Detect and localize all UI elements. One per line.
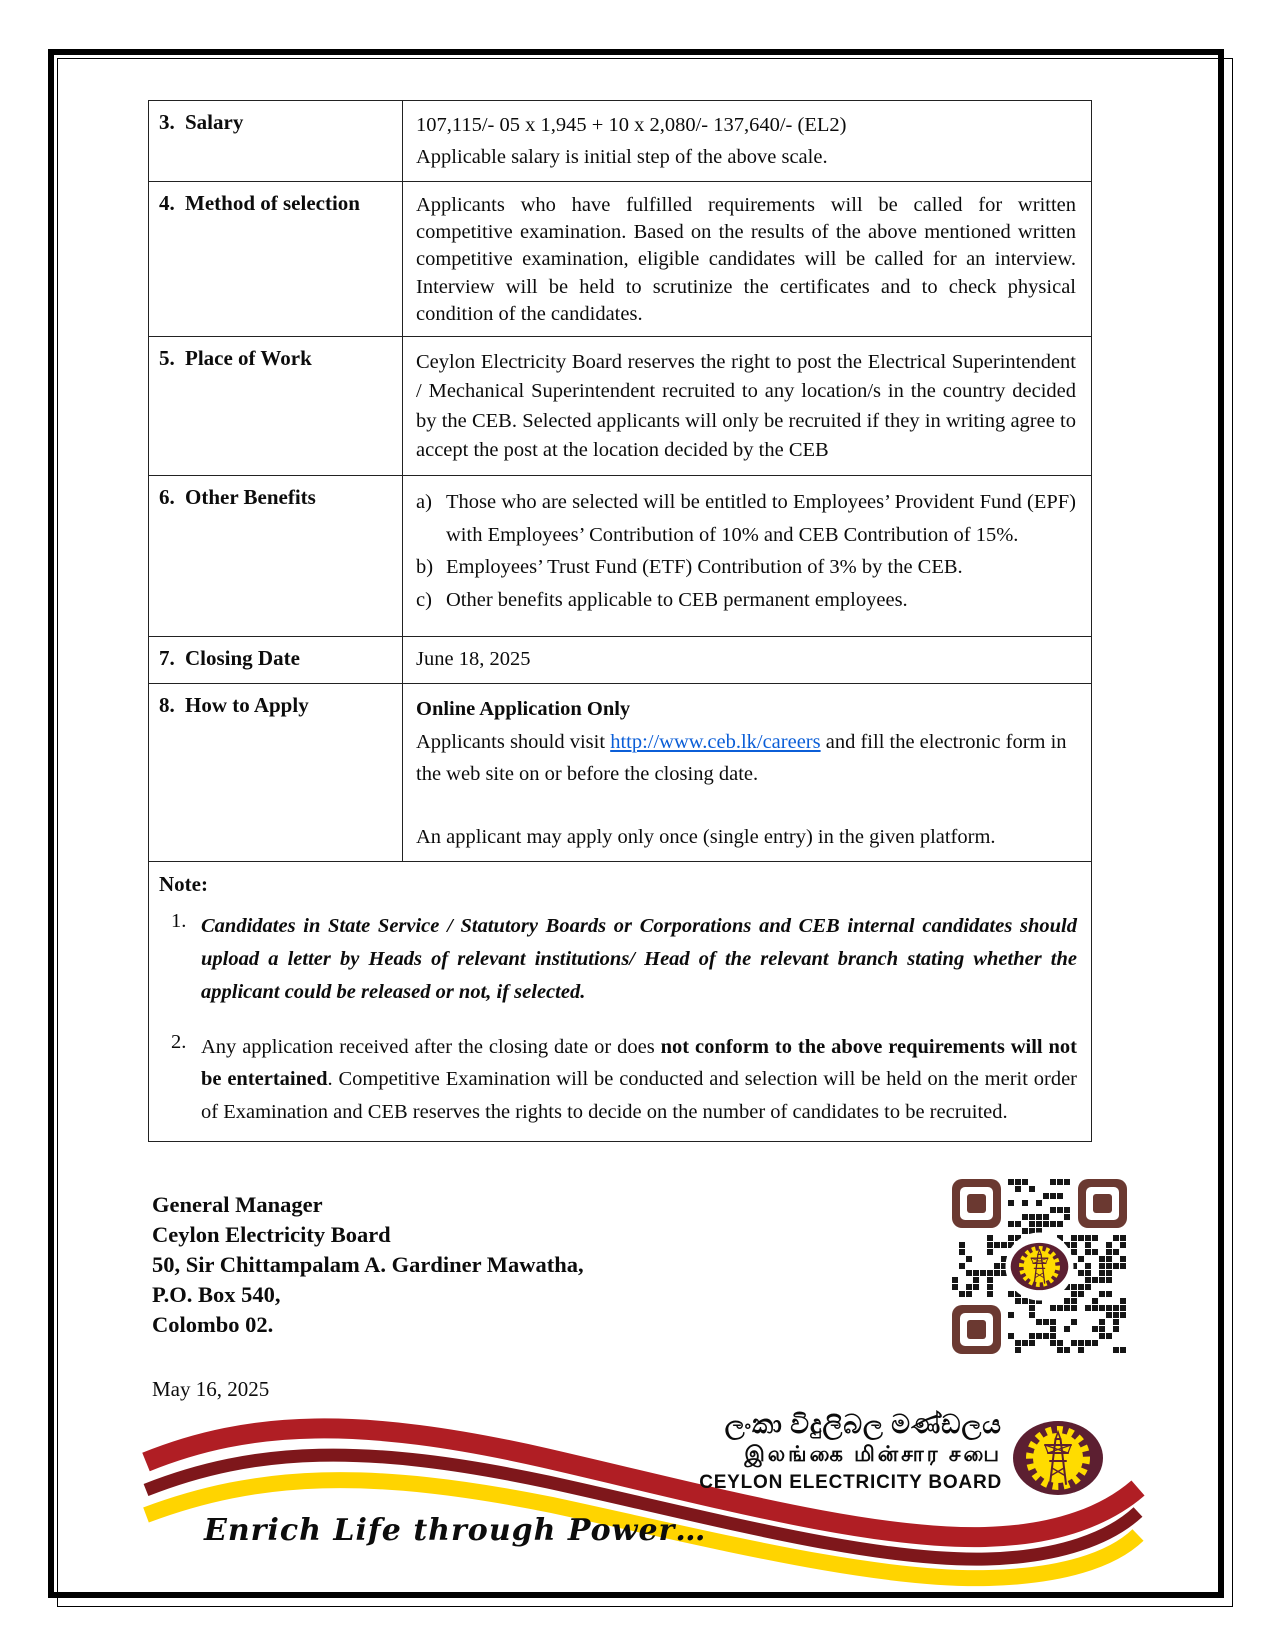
benefit-text: Those who are selected will be entitled to Employees’ Provident Fund (EPF) with Employees’ Contribution of 10% and CEB Contribution of 15%. xyxy=(446,490,1076,546)
details-table xyxy=(148,100,1092,1142)
table-row-salary xyxy=(149,101,1091,182)
table-row-how-to-apply xyxy=(149,684,1091,862)
signatory-pobox: P.O. Box 540, xyxy=(152,1282,281,1307)
note-heading: Note: xyxy=(159,872,208,897)
howto-title: Online Application Only xyxy=(416,697,631,720)
signatory-org: Ceylon Electricity Board xyxy=(152,1222,391,1247)
row-label-cell xyxy=(149,476,403,636)
row-label: Closing Date xyxy=(185,645,300,670)
benefit-marker: c) xyxy=(416,589,432,612)
benefit-item xyxy=(416,551,1076,584)
benefits-value-cell xyxy=(403,476,1091,636)
benefit-item xyxy=(416,584,1076,617)
ceb-name-tamil: இலங்கை மின்சார சபை xyxy=(744,1442,1002,1466)
row-label: Salary xyxy=(185,110,244,134)
salary-scale: 107,115/- 05 x 1,945 + 10 x 2,080/- 137,640/- (EL2) xyxy=(416,114,847,136)
ceb-sun-logo xyxy=(1013,1421,1103,1495)
ceb-name-sinhala: ලංකා විදුලිබල මණ්ඩලය xyxy=(724,1410,1002,1439)
row-label-cell xyxy=(149,637,403,683)
note-item-2 xyxy=(171,1031,1077,1129)
row-label: Place of Work xyxy=(185,345,312,370)
note-section xyxy=(149,862,1091,1141)
qr-finder-bottom-left xyxy=(952,1305,1001,1354)
benefit-marker: b) xyxy=(416,556,434,579)
table-row-other-benefits xyxy=(149,476,1091,637)
note-item-marker: 2. xyxy=(171,1030,187,1053)
row-label: Other Benefits xyxy=(185,484,316,509)
benefit-text: Other benefits applicable to CEB permanent employees. xyxy=(446,589,908,612)
qr-finder-top-left xyxy=(952,1179,1001,1228)
careers-link[interactable]: http://www.ceb.lk/careers xyxy=(610,730,821,753)
method-value-cell: Applicants who have fulfilled requirements will be called for written competitive examination. Based on the results of the above mentioned written competitive examination, eligible candidates will be called for an interview. Interview will be held to scrutinize the certificates and to check physical condition of the candidates. xyxy=(416,193,1076,326)
row-number: 6. xyxy=(159,484,175,509)
closing-date-value-cell: June 18, 2025 xyxy=(416,647,531,670)
row-label-cell xyxy=(149,337,403,475)
benefit-text: Employees’ Trust Fund (ETF) Contribution of 3% by the CEB. xyxy=(446,556,963,579)
signatory-street: 50, Sir Chittampalam A. Gardiner Mawatha, xyxy=(152,1252,584,1277)
document-date: May 16, 2025 xyxy=(152,1377,270,1401)
table-row-place-of-work xyxy=(149,337,1091,476)
note-item-marker: 1. xyxy=(171,910,187,933)
qr-finder-top-right xyxy=(1078,1179,1127,1228)
row-number: 7. xyxy=(159,645,175,670)
row-label: Method of selection xyxy=(185,190,360,215)
qr-code xyxy=(944,1171,1135,1362)
howto-value-cell xyxy=(403,684,1091,861)
row-label: How to Apply xyxy=(185,692,309,717)
signatory-title: General Manager xyxy=(152,1192,323,1217)
note-item-text: Candidates in State Service / Statutory Boards or Corporations and CEB internal candidates should upload a letter by Heads of relevant institutions/ Head of the relevant branch stating whether the applicant could be released or not, if selected. xyxy=(201,915,1077,1004)
benefit-marker: a) xyxy=(416,490,432,513)
ceb-tagline: Enrich Life through Power… xyxy=(204,1513,707,1548)
salary-value-cell xyxy=(403,101,1091,181)
row-label-cell xyxy=(149,182,403,336)
howto-instructions xyxy=(416,726,1076,792)
howto-single-entry: An applicant may apply only once (single entry) in the given platform. xyxy=(416,826,996,849)
row-number: 8. xyxy=(159,692,175,717)
howto-text-before-link: Applicants should visit xyxy=(416,730,611,753)
note-item-1 xyxy=(171,910,1077,1010)
row-number: 4. xyxy=(159,190,175,215)
table-row-method-of-selection xyxy=(149,182,1091,337)
row-label-cell xyxy=(149,684,403,861)
row-number: 3. xyxy=(159,110,175,134)
place-value-cell: Ceylon Electricity Board reserves the right to post the Electrical Superintendent / Mechanical Superintendent recruited to any location/s in the country decided by the CEB. Selected applicants will only be recruited if they in writing agree to accept the post at the location decided by the CEB xyxy=(416,350,1076,461)
note-item-text: Any application received after the closing date or does not conform to the above requirements will not be entertained. Competitive Examination will be conducted and selection will be held on the merit order of Examination and CEB reserves the rights to decide on the number of candidates to be recruited. xyxy=(201,1035,1078,1124)
ceb-logo-block xyxy=(699,1410,1002,1495)
row-number: 5. xyxy=(159,345,175,370)
ceb-name-english: CEYLON ELECTRICITY BOARD xyxy=(699,1472,1002,1493)
salary-note: Applicable salary is initial step of the above scale. xyxy=(416,145,828,168)
table-row-closing-date xyxy=(149,637,1091,684)
signatory-city: Colombo 02. xyxy=(152,1312,274,1337)
howto-text-after-link: and fill the electronic form in the web site on or before the closing date. xyxy=(416,730,1067,786)
row-label-cell xyxy=(149,101,403,181)
signature-block xyxy=(152,1190,584,1340)
benefit-item xyxy=(416,486,1076,552)
